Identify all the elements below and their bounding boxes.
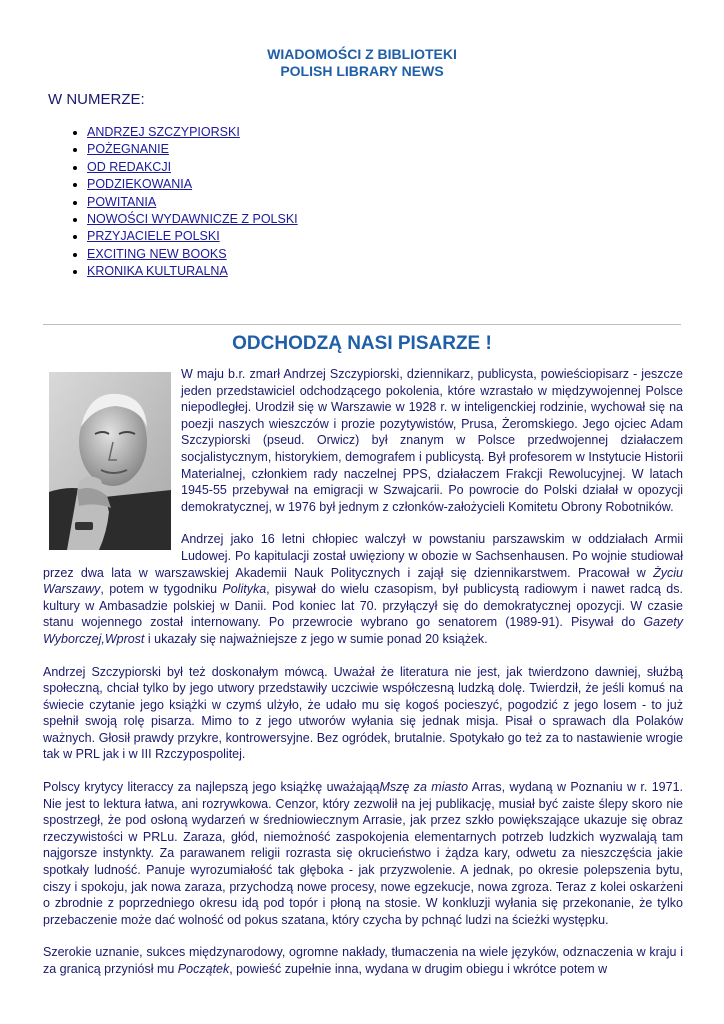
toc-link-kronika[interactable]: KRONIKA KULTURALNA (87, 264, 228, 279)
toc-link-podziekowania[interactable]: PODZIEKOWANIA (87, 177, 193, 192)
paragraph-2-text: i ukazały się najważniejsze z jego w sumie ponad 20 książek. (144, 631, 488, 646)
toc-link-szczypiorski[interactable]: ANDRZEJ SZCZYPIORSKI (87, 125, 240, 139)
table-of-contents (68, 124, 298, 281)
toc-item (87, 263, 298, 280)
article-title: ODCHODZĄ NASI PISARZE ! (232, 333, 492, 354)
toc-item (87, 246, 298, 263)
paragraph-1: W maju b.r. zmarł Andrzej Szczypiorski, dziennikarz, publicysta, powieściopisarz - jeszcze jeden przedstawiciel odchodzącego pokolenia, które wzrastało w międzywojennej Polsce niepodległej. Urodził się w Warszawie w 1928 r. w inteligenckiej rodzinie, wychował się na poezji naszych wieszczów i prozie pozytywistów, Prusa, Żeromskiego. Jego ojciec Adam Szczypiorski (pseud. Orwicz) był znanym w Polsce przedwojennej działaczem socjalistycznym, historykiem, demografem i publicystą. Był profesorem w Instytucie Historii Materialnej, członkiem rady naczelnej PPS, działaczem Frakcji Rewolucyjnej. W latach 1945-55 przebywał na emigracji w Szwajcarii. Po powrocie do Polski działał w opozycji demokratycznej, w 1976 był jednym z członków-założycieli Komitetu Obrony Robotników. (181, 367, 683, 514)
title-gazeta-wyborcza-wprost: Gazety Wyborczej,Wprost (43, 615, 683, 646)
paragraph-2-text: , potem w tygodniku (100, 582, 223, 597)
paragraph-4 (43, 779, 683, 928)
paragraph-5-text: , powieść zupełnie inna, wydana w drugim obiegu i wkrótce potem w (229, 962, 608, 976)
masthead-title-polish: WIADOMOŚCI Z BIBLIOTEKI (267, 46, 457, 62)
title-polityka: Polityka (222, 582, 267, 597)
toc-link-od-redakcji[interactable]: OD REDAKCJI (87, 159, 172, 174)
toc-link-powitania[interactable]: POWITANIA (87, 194, 157, 209)
toc-link-przyjaciele[interactable]: PRZYJACIELE POLSKI (87, 229, 220, 244)
title-poczatek: Początek (177, 962, 230, 976)
masthead-title-english: POLISH LIBRARY NEWS (280, 63, 444, 79)
in-this-issue-heading: W NUMERZE: (48, 91, 145, 108)
paragraph-5 (43, 944, 683, 977)
title-zycie-warszawy: Życiu Warszawy (43, 565, 683, 597)
toc-item (87, 194, 298, 211)
paragraph-4-text: Polscy krytycy literaccy za najlepszą jego książkę uważająą (43, 780, 380, 795)
masthead (0, 46, 724, 80)
paragraph-2-text: Andrzej jako 16 letni chłopiec walczył w powstaniu parszawskim w oddziałach Armii Ludowej. Po kapitulacji został uwięziony w obozie w Sachsenhausen. Po wojnie studiował przez dwa lata w warszawskiej Akademii Nauk Politycznych i zajął się dziennikarstwem. Pracował w (43, 532, 683, 580)
toc-link-exciting-books[interactable]: EXCITING NEW BOOKS (87, 246, 227, 261)
toc-item (87, 176, 298, 193)
toc-item (87, 159, 298, 176)
divider (43, 324, 681, 325)
toc-link-pozegnanie[interactable]: POŻEGNANIE (87, 142, 169, 157)
toc-item (87, 141, 298, 158)
toc-item (87, 211, 298, 228)
toc-item (87, 124, 298, 141)
title-msza-za-miasto: Mszę za miasto (379, 780, 469, 795)
author-photo (49, 372, 171, 550)
paragraph-4-text: Arras, wydaną w Poznaniu w r. 1971. Nie jest to lektura łatwa, ani rozrywkowa. Cenzor, który zezwolił na jej publikację, musiał być zaiste ślepy skoro nie spostrzegł, że pod osłoną wydarzeń w średniowiecznym Arrasie, jak przez szkło powiększające ukazuje się obraz rzeczywistości w PRLu. Zaraza, głód, niemożność zaspokojenia elementarnych potrzeb ludzkich wyzwalają tam najgorsze instynkty. Za parawanem religii rozrasta się okrucieństwo i żądza kary, odwetu za nieszczęścia jakie spotkały ludność. Panuje wyrozumiałość tak głęboka - jak przyzwolenie. A jednak, po okresie polepszenia bytu, ciszy i spokoju, jak nowa zaraza, przychodzą nowe procesy, nowe egzekucje, nowa zgroza. Teraz z kolei oskarżeni o zbrodnie z poprzedniego okresu idą pod topór i płoną na stosie. W konkluzji wyłania się przekonanie, że tylko przebaczenie może dać wolność od pokus szatana, który czycha by pchnąć ludzi na ścieżki występku. (43, 780, 683, 927)
paragraph-5-text: Szerokie uznanie, sukces międzynarodowy, ogromne nakłady, tłumaczenia na wiele języków, odznaczenia w kraju i za granicą przyniósł mu (43, 945, 683, 976)
article-body (43, 366, 683, 994)
toc-link-nowosci[interactable]: NOWOŚCI WYDAWNICZE Z POLSKI (87, 212, 298, 227)
toc-item (87, 228, 298, 245)
paragraph-3: Andrzej Szczypiorski był też doskonałym mówcą. Uważał że literatura nie jest, jak twierdzono dawniej, służbą społeczną, chciał tylko by jego utwory przedstawiły uczciwie współczesną ludzką dolę. Twierdził, że jeśli komuś na świecie czytanie jego książki w czymś ulżyło, że udało mu się kogoś pocieszyć, pogodzić z jego losem - to już spełnił swoją rolę pisarza. Mimo to z jego utworów wyłania się jednak misja. Pisał o sprawach dla Polaków ważnych. Głosił prawdy przykre, kontrowersyjne. Bez ogródek, brutalnie. Spotykało go też za to nastawienie wrogie tak w PRL jak i w III Rzczypospolitej. (43, 664, 683, 762)
portrait-image (49, 372, 171, 550)
paragraph-2-text: , pisywał do wielu czasopism, był publicystą radiowym i nawet radcą ds. kultury w Ambasadzie polskiej w Danii. Pod koniec lat 70. przyłączył się do demokratycznej opozycji. W czasie stanu wojennego został internowany. Po przewrocie wybrano go senatorem (1989-91). Pisywał do (43, 582, 683, 630)
